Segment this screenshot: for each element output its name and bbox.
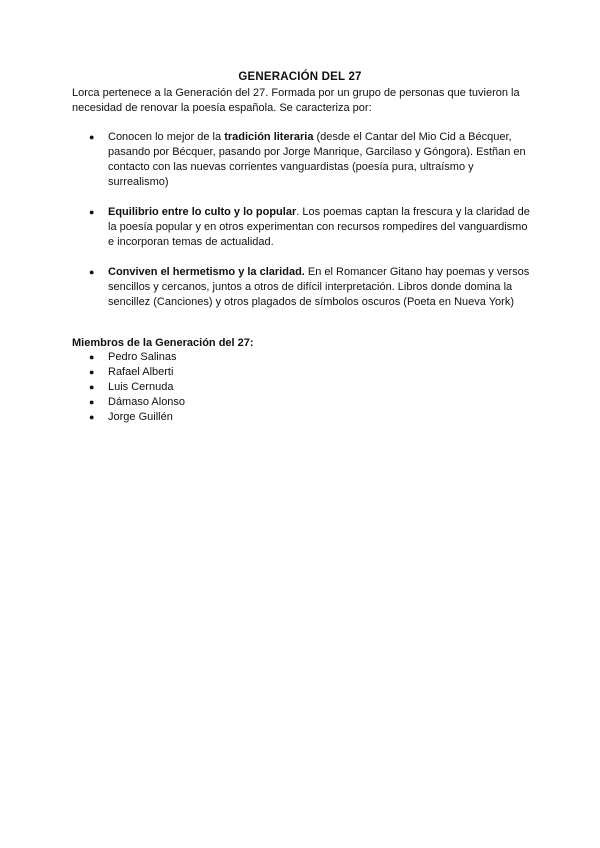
bullet-icon: ● [89, 132, 95, 142]
member-item [72, 365, 532, 380]
item-text-bold: Equilibrio entre lo culto y lo popular [108, 206, 297, 218]
bullet-icon: ● [89, 207, 95, 217]
member-name: Luis Cernuda [108, 381, 174, 393]
item-text-bold: tradición literaria [224, 131, 314, 143]
characteristics-list [72, 130, 532, 325]
member-item [72, 380, 532, 395]
item-text-post: En el Romancer Gitano hay poemas y versos sencillos y cercanos, juntos a otros de difícil interpretación. Libros donde domina la sencillez (Canciones) y otros plagados de símbolos oscuros (Poeta en Nueva York) [108, 266, 530, 308]
member-name: Rafael Alberti [108, 366, 174, 378]
list-item [72, 265, 532, 310]
page-title: GENERACIÓN DEL 27 [238, 71, 362, 83]
list-item [72, 130, 532, 190]
member-name: Jorge Guillén [108, 411, 173, 423]
members-list [72, 350, 532, 425]
member-item [72, 350, 532, 365]
members-heading: Miembros de la Generación del 27: [72, 337, 254, 349]
member-name: Dámaso Alonso [108, 396, 186, 408]
bullet-icon: ● [89, 382, 95, 392]
member-name: Pedro Salinas [108, 351, 177, 363]
list-item [72, 205, 532, 250]
member-item [72, 410, 532, 425]
bullet-icon: ● [89, 412, 95, 422]
bullet-icon: ● [89, 267, 95, 277]
bullet-icon: ● [89, 367, 95, 377]
bullet-icon: ● [89, 352, 95, 362]
member-item [72, 395, 532, 410]
item-text-post: (desde el Cantar del Mio Cid a Bécquer, pasando por Bécquer, pasando por Jorge Manrique, Garcilaso y Góngora). Estñan en contacto con las nuevas corrientes vanguardistas (poesía pura, ultraísmo y surrealismo) [108, 131, 526, 188]
intro-paragraph: Lorca pertenece a la Generación del 27. Formada por un grupo de personas que tuvieron la necesidad de renovar la poesía española. Se caracteriza por: [72, 87, 520, 114]
item-text-pre: Conocen lo mejor de la [108, 131, 225, 143]
item-text-post: . Los poemas captan la frescura y la claridad de la poesía popular y en otros experimentan con recursos rompedires del vanguardismo e incorporan temas de actualidad. [108, 206, 530, 248]
item-text-bold: Conviven el hermetismo y la claridad. [108, 266, 305, 278]
bullet-icon: ● [89, 397, 95, 407]
